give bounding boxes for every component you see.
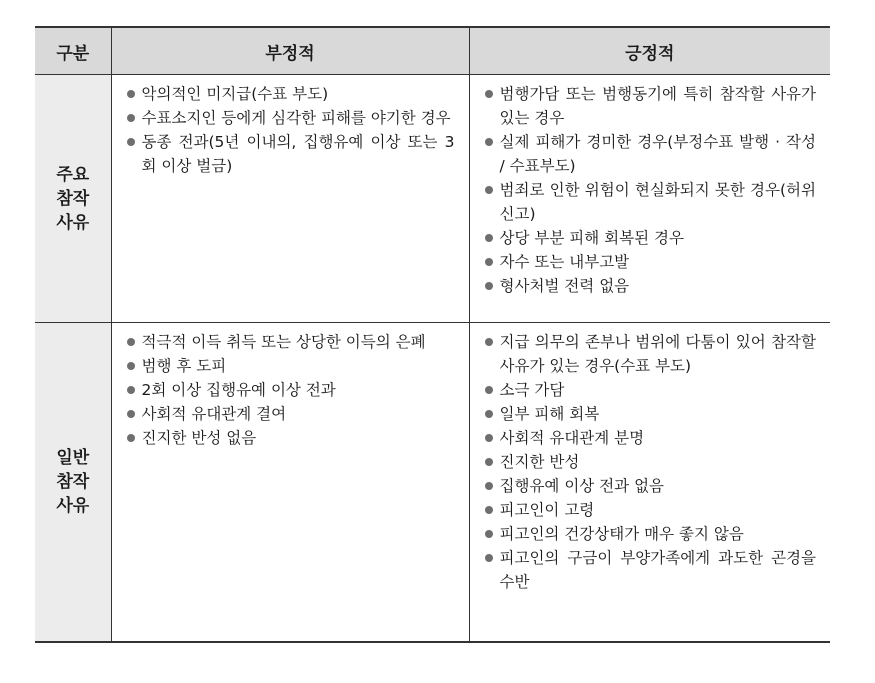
list-item: 진지한 반성 없음 bbox=[126, 426, 455, 450]
positive-cell-main bbox=[469, 75, 830, 323]
list-item: 사회적 유대관계 결여 bbox=[126, 402, 455, 426]
list-item: 동종 전과(5년 이내의, 집행유예 이상 또는 3회 이상 벌금) bbox=[126, 130, 455, 178]
list-item: 범행가담 또는 범행동기에 특히 참작할 사유가 있는 경우 bbox=[484, 82, 817, 130]
category-label-line: 주요 bbox=[56, 164, 90, 185]
list-item: 진지한 반성 bbox=[484, 450, 817, 474]
list-item: 범죄로 인한 위험이 현실화되지 못한 경우(허위 신고) bbox=[484, 178, 817, 226]
list-item: 범행 후 도피 bbox=[126, 354, 455, 378]
category-label-line: 일반 bbox=[56, 448, 90, 468]
negative-list-main bbox=[112, 75, 469, 186]
positive-cell-general bbox=[469, 323, 830, 643]
list-item: 자수 또는 내부고발 bbox=[484, 250, 817, 274]
category-label-line: 사유 bbox=[56, 496, 90, 516]
list-item: 사회적 유대관계 분명 bbox=[484, 426, 817, 450]
category-label-line: 사유 bbox=[56, 212, 90, 233]
list-item: 형사처벌 전력 없음 bbox=[484, 274, 817, 298]
list-item: 수표소지인 등에게 심각한 피해를 야기한 경우 bbox=[126, 106, 455, 130]
header-category: 구분 bbox=[35, 27, 111, 75]
list-item: 일부 피해 회복 bbox=[484, 402, 817, 426]
header-positive: 긍정적 bbox=[469, 27, 830, 75]
negative-list-general bbox=[112, 323, 469, 458]
list-item: 상당 부분 피해 회복된 경우 bbox=[484, 226, 817, 250]
list-item: 소극 가담 bbox=[484, 378, 817, 402]
list-item: 피고인이 고령 bbox=[484, 498, 817, 522]
row-general-factors bbox=[35, 323, 830, 643]
list-item: 2회 이상 집행유예 이상 전과 bbox=[126, 378, 455, 402]
negative-cell-main bbox=[111, 75, 469, 323]
list-item: 피고인의 구금이 부양가족에게 과도한 곤경을 수반 bbox=[484, 546, 817, 594]
list-item: 피고인의 건강상태가 매우 좋지 않음 bbox=[484, 522, 817, 546]
category-label-line: 참작 bbox=[56, 188, 90, 209]
header-row bbox=[35, 27, 830, 75]
list-item: 실제 피해가 경미한 경우(부정수표 발행 · 작성 / 수표부도) bbox=[484, 130, 817, 178]
header-negative: 부정적 bbox=[111, 27, 469, 75]
positive-list-main bbox=[470, 75, 831, 306]
negative-cell-general bbox=[111, 323, 469, 643]
row-main-factors bbox=[35, 75, 830, 323]
category-cell-general bbox=[35, 323, 111, 643]
sentencing-factors-table bbox=[35, 26, 830, 643]
sentencing-factors-table-container bbox=[35, 26, 830, 643]
positive-list-general bbox=[470, 323, 831, 602]
list-item: 적극적 이득 취득 또는 상당한 이득의 은폐 bbox=[126, 330, 455, 354]
list-item: 지급 의무의 존부나 범위에 다툼이 있어 참작할 사유가 있는 경우(수표 부도) bbox=[484, 330, 817, 378]
category-cell-main bbox=[35, 75, 111, 323]
category-label-line: 참작 bbox=[56, 472, 90, 492]
list-item: 악의적인 미지급(수표 부도) bbox=[126, 82, 455, 106]
list-item: 집행유예 이상 전과 없음 bbox=[484, 474, 817, 498]
